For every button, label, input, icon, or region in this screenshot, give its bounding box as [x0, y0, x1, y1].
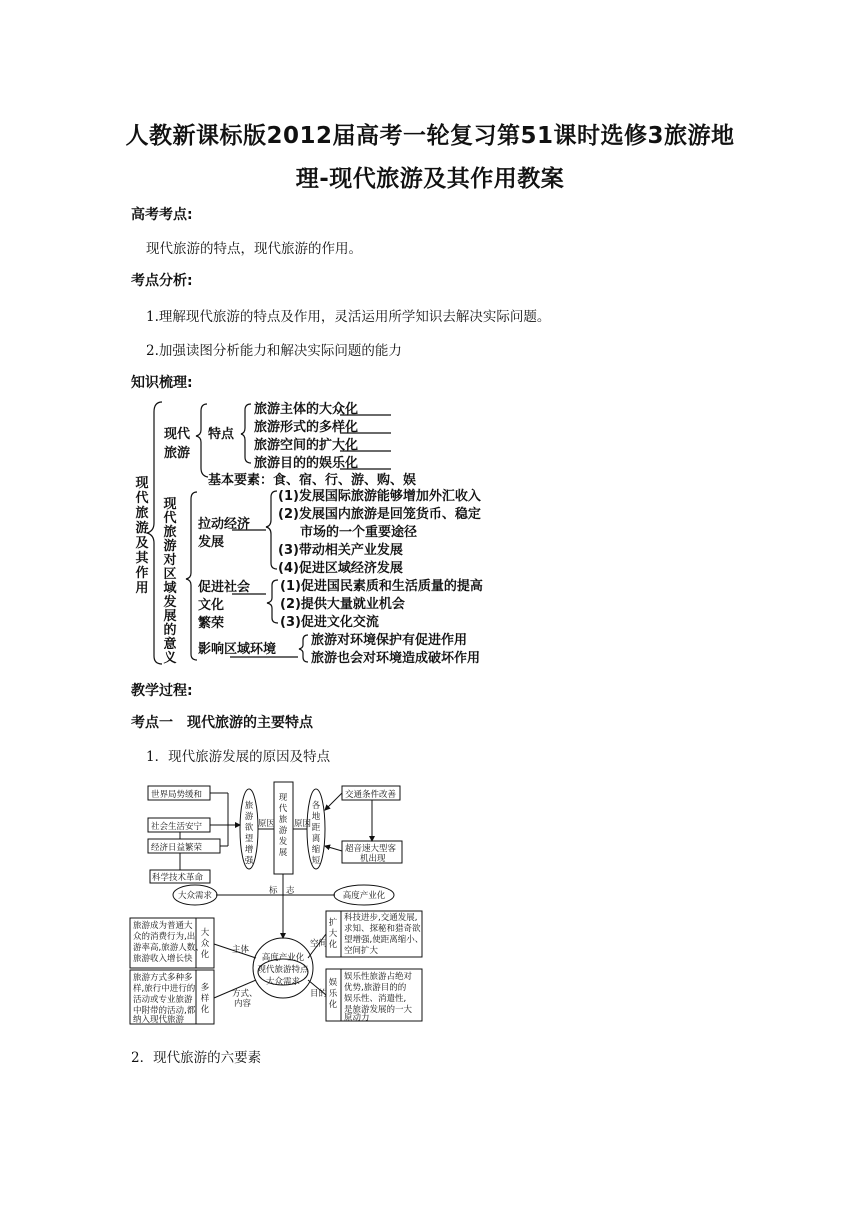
- fc-line: 娱乐性旅游占绝对: [344, 972, 413, 982]
- fc-high-industry: 高度产业化: [342, 891, 386, 901]
- fc-line: 娱乐性、消遣性,: [344, 994, 407, 1004]
- fc-line: 空间扩大: [344, 946, 379, 956]
- branch2-char: 义: [163, 651, 177, 666]
- fc-left-oval-text: [245, 800, 254, 866]
- branch2-char: 意: [163, 637, 177, 652]
- env-item-1: 旅游对环境保护有促进作用: [311, 633, 468, 648]
- document-title-line2: 理-现代旅游及其作用教案: [295, 166, 565, 192]
- fc-char: 样: [200, 994, 210, 1004]
- fc-char: 强: [244, 856, 254, 866]
- fc-char: 旅: [278, 815, 288, 825]
- fc-center-top: 高度产业化: [261, 953, 305, 963]
- economy-item-2: (2)发展国内旅游是回笼货币、稳定: [278, 507, 481, 522]
- fc-box-br-tag: [329, 977, 338, 1010]
- fc-char: 游: [278, 826, 288, 836]
- fc-char: 欲: [244, 823, 254, 833]
- fc-line: 科技进步,交通发展,: [344, 913, 418, 923]
- fc-line: 样,旅行中进行的: [133, 984, 196, 994]
- economy-item-1: (1)发展国际旅游能够增加外汇收入: [278, 489, 481, 504]
- economy-label-b: 发展: [198, 535, 225, 550]
- fc-char: 距: [311, 823, 321, 833]
- fc-line: 旅游收入增长快: [133, 954, 193, 964]
- fc-char: 缩: [311, 845, 321, 855]
- branch2-char: 的: [163, 623, 177, 638]
- fc-line: 众的消费行为,出: [133, 932, 196, 942]
- analysis-heading: 考点分析:: [131, 273, 193, 289]
- economy-item-4: (4)促进区域经济发展: [278, 561, 403, 576]
- fc-line: 旅游方式多种多: [133, 973, 193, 983]
- teaching-heading: 教学过程:: [131, 683, 193, 699]
- fc-line: 活动或专业旅游: [133, 995, 193, 1005]
- society-item-3: (3)促进文化交流: [280, 615, 379, 630]
- fc-line: 优势,旅游目的的: [344, 983, 407, 993]
- branch1-label-a: 现代: [164, 427, 191, 442]
- fc-label-purpose: 目的: [310, 989, 328, 999]
- economy-item-2b: 市场的一个重要途径: [300, 525, 418, 540]
- society-label-a: 促进社会: [198, 580, 251, 595]
- fc-box-tr-tag: [329, 917, 338, 950]
- fc-char: 展: [278, 848, 288, 858]
- fc-reason-left: 原因: [258, 819, 276, 829]
- root-char: 其: [135, 551, 149, 566]
- society-item-1: (1)促进国民素质和生活质量的提高: [280, 579, 483, 594]
- analysis-item-1: 1.理解现代旅游的特点及作用，灵活运用所学知识去解决实际问题。: [146, 309, 551, 325]
- root-char: 现: [135, 476, 149, 491]
- branch2-char: 游: [163, 539, 177, 554]
- fc-char: 扩: [328, 918, 338, 928]
- fc-char: 各: [311, 801, 321, 811]
- fc-char: 化: [200, 950, 210, 960]
- fc-left-box-4: 科学技术革命: [152, 873, 204, 883]
- fc-label-subject: 主体: [232, 945, 250, 955]
- fc-char: 游: [244, 812, 254, 822]
- gaokao-text: 现代旅游的特点，现代旅游的作用。: [146, 241, 362, 257]
- fc-char: 短: [311, 856, 321, 866]
- fc-line: 原动力: [344, 1013, 370, 1023]
- fc-center-bottom: 大众需求: [265, 977, 301, 987]
- fc-line: 求知、探秘和猎奇欲: [344, 924, 421, 934]
- fc-mass-demand: 大众需求: [177, 891, 213, 901]
- fc-label-form-b: 内容: [234, 999, 252, 1009]
- branch2-char: 区: [163, 567, 177, 582]
- fc-line: 游率高,旅游人数、: [133, 943, 204, 953]
- root-char: 作: [135, 566, 149, 581]
- economy-item-3: (3)带动相关产业发展: [278, 543, 403, 558]
- fc-box-tr-text: [344, 912, 423, 956]
- fc-reason-right: 原因: [294, 819, 312, 829]
- root-char: 代: [135, 491, 149, 506]
- society-label-c: 繁荣: [198, 616, 225, 631]
- fc-center-mid: 现代旅游特点: [257, 965, 309, 975]
- branch2-char: 旅: [163, 525, 177, 540]
- fc-char: 地: [311, 812, 321, 822]
- root-char: 游: [135, 521, 149, 536]
- feature-item-3: 旅游空间的扩大化: [254, 438, 359, 453]
- root-char: 用: [135, 581, 149, 596]
- fc-char: 多: [200, 983, 210, 993]
- fc-box-br-text: [344, 971, 413, 1023]
- fc-box-bl-tag: [201, 982, 210, 1015]
- fc-line: 是旅游发展的一大: [344, 1005, 413, 1015]
- env-item-2: 旅游也会对环境造成破坏作用: [311, 651, 481, 666]
- features-label: 特点: [208, 427, 235, 442]
- fc-char: 化: [200, 1005, 210, 1015]
- branch2-char: 发: [163, 595, 177, 610]
- fc-line: 旅游成为普通大: [133, 921, 193, 931]
- fc-box-bl-text: [133, 972, 196, 1025]
- point1-sub2: 2．现代旅游的六要素: [131, 1050, 262, 1066]
- gaokao-heading: 高考考点:: [131, 207, 193, 223]
- point1-sub1: 1．现代旅游发展的原因及特点: [146, 749, 331, 765]
- feature-item-1: 旅游主体的大众化: [254, 402, 359, 417]
- fc-line: 望增强,使距离缩小、: [344, 935, 424, 945]
- fc-label-space: 空间: [310, 939, 328, 949]
- branch2-char: 展: [163, 609, 177, 624]
- fc-char: 离: [311, 834, 321, 844]
- root-char: 旅: [135, 506, 149, 521]
- fc-char: 乐: [328, 989, 338, 999]
- fc-char: 娱: [328, 978, 338, 988]
- society-item-2: (2)提供大量就业机会: [280, 597, 405, 612]
- fc-char: 化: [328, 1000, 338, 1010]
- fc-label-form-a: 方式、: [232, 989, 258, 999]
- knowledge-heading: 知识梳理:: [131, 375, 193, 391]
- fc-char: 发: [278, 837, 288, 847]
- fc-right-oval-text: [312, 800, 321, 866]
- fc-left-box-1: 世界局势缓和: [151, 790, 203, 800]
- branch1-label-b: 旅游: [164, 446, 191, 461]
- branch2-char: 域: [163, 581, 177, 596]
- root-char: 及: [135, 536, 149, 551]
- economy-label-a: 拉动经济: [198, 517, 251, 532]
- fc-char: 增: [244, 845, 254, 855]
- branch2-char: 代: [163, 511, 177, 526]
- fc-char: 大: [328, 929, 338, 939]
- fc-char: 代: [278, 804, 288, 814]
- branch2-char: 对: [163, 553, 177, 568]
- fc-left-box-3: 经济日益繁荣: [151, 843, 203, 853]
- feature-item-4: 旅游目的的娱乐化: [254, 456, 359, 471]
- document-title-line1: 人教新课标版2012届高考一轮复习第51课时选修3旅游地: [125, 123, 735, 149]
- fc-line: 中附带的活动,都: [133, 1006, 196, 1016]
- fc-box-tl-tag: [201, 927, 210, 960]
- fc-box-tl-text: [133, 920, 204, 964]
- branch2-char: 现: [163, 497, 177, 512]
- fc-char: 望: [244, 834, 254, 844]
- fc-right-top-box: 交通条件改善: [345, 790, 397, 800]
- fc-left-box-2: 社会生活安宁: [151, 822, 203, 832]
- feature-item-2: 旅游形式的多样化: [254, 420, 359, 435]
- analysis-item-2: 2.加强读图分析能力和解决实际问题的能力: [146, 343, 402, 359]
- fc-right-bottom-box-a: 超音速大型客: [345, 844, 397, 854]
- fc-char: 旅: [244, 801, 254, 811]
- fc-right-bottom-box-b: 机出现: [360, 854, 386, 864]
- fc-char: 大: [200, 928, 210, 938]
- basic-elements: 基本要素：食、宿、行、游、购、娱: [208, 473, 417, 488]
- env-label: 影响区域环境: [198, 642, 277, 657]
- point1-heading: 考点一 现代旅游的主要特点: [131, 715, 313, 731]
- fc-char: 现: [278, 793, 288, 803]
- society-label-b: 文化: [198, 598, 225, 613]
- fc-char: 众: [200, 939, 210, 949]
- fc-sign-label: 标 志: [269, 886, 295, 896]
- fc-center-box-text: [279, 793, 288, 858]
- fc-char: 化: [328, 940, 338, 950]
- fc-line: 纳入现代旅游: [133, 1015, 185, 1025]
